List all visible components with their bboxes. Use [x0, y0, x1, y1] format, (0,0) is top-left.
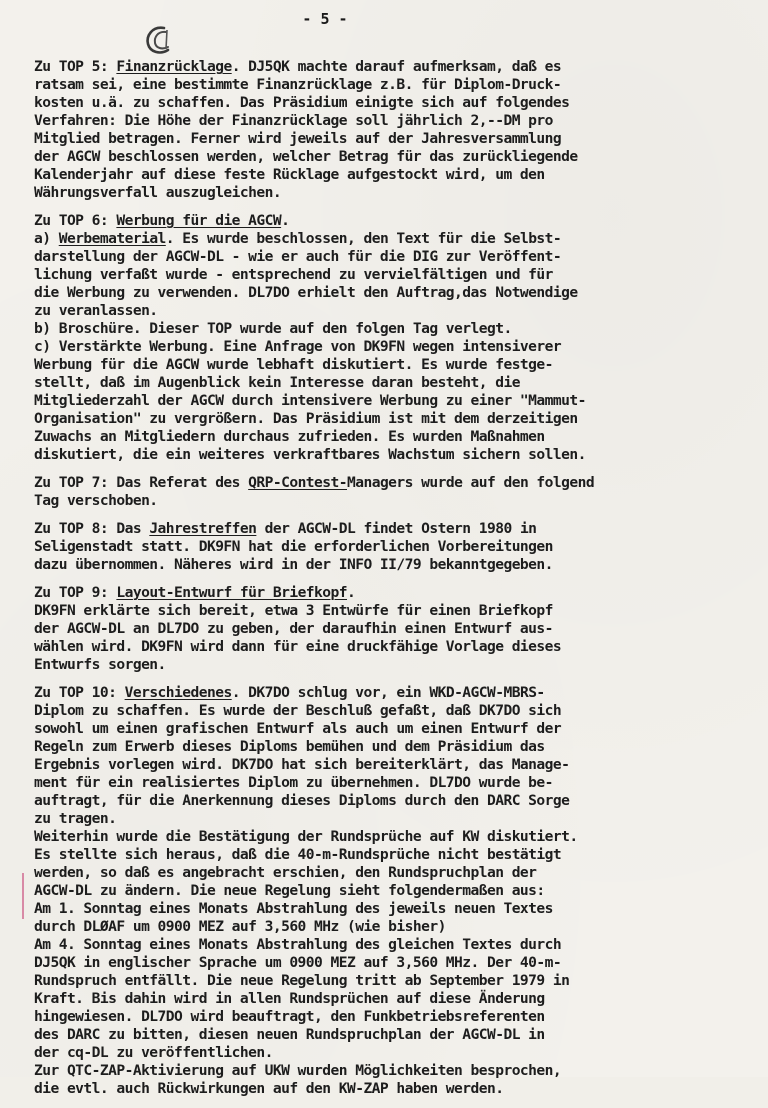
text-line [34, 1080, 754, 1098]
text-segment: Kalenderjahr auf diese feste Rücklage aufgestockt wird, um den [34, 166, 545, 183]
underlined-heading: QRP-Contest- [248, 474, 347, 491]
text-segment: . [347, 584, 356, 601]
text-segment: des DARC zu bitten, diesen neuen Rundspruchplan der AGCW-DL in [34, 1026, 545, 1043]
text-segment: stellt, daß im Augenblick kein Interesse daran besteht, die [34, 374, 520, 391]
text-line [34, 520, 754, 538]
page-number: - 5 - [302, 10, 348, 28]
text-segment: AGCW-DL zu ändern. Die neue Regelung sieht folgendermaßen aus: [34, 882, 545, 899]
text-segment: lichung verfaßt wurde - entsprechend zu vervielfältigen und für [34, 266, 553, 283]
text-segment: DK9FN erklärte sich bereit, etwa 3 Entwürfe für einen Briefkopf [34, 602, 553, 619]
text-line [34, 620, 754, 638]
text-segment: Mitgliederzahl der AGCW durch intensivere Werbung zu einer "Mammut- [34, 392, 586, 409]
text-line [34, 446, 754, 464]
text-line [34, 1008, 754, 1026]
text-line [34, 76, 754, 94]
text-segment: . DK7DO schlug vor, ein WKD-AGCW-MBRS- [231, 684, 545, 701]
text-segment: Diplom zu schaffen. Es wurde der Beschluß gefaßt, daß DK7DO sich [34, 702, 562, 719]
text-segment: Weiterhin wurde die Bestätigung der Rundsprüche auf KW diskutiert. [34, 828, 578, 845]
text-line [34, 792, 754, 810]
text-segment: Am 4. Sonntag eines Monats Abstrahlung des gleichen Textes durch [34, 936, 562, 953]
text-line [34, 602, 754, 620]
text-line [34, 738, 754, 756]
text-segment: Zu TOP 9: [34, 584, 117, 601]
text-segment: b) Broschüre. Dieser TOP wurde auf den folgen Tag verlegt. [34, 320, 512, 337]
text-line [34, 148, 754, 166]
text-line [34, 492, 754, 510]
text-line [34, 392, 754, 410]
text-segment: Managers wurde auf den folgend [347, 474, 595, 491]
text-line [34, 936, 754, 954]
text-line [34, 882, 754, 900]
text-line [34, 900, 754, 918]
text-segment: darstellung der AGCW-DL - wie er auch für die DIG zur Veröffent- [34, 248, 562, 265]
text-segment: Rundspruch entfällt. Die neue Regelung tritt ab September 1979 in [34, 972, 570, 989]
text-line [34, 410, 754, 428]
section-top [34, 520, 754, 574]
text-segment: Entwurfs sorgen. [34, 656, 166, 673]
text-line [34, 864, 754, 882]
text-line [34, 756, 754, 774]
text-segment: . DJ5QK machte darauf aufmerksam, daß es [231, 58, 562, 75]
text-line [34, 130, 754, 148]
margin-mark [22, 873, 24, 919]
text-segment: wählen wird. DK9FN wird dann für eine druckfähige Vorlage dieses [34, 638, 562, 655]
text-segment: werden, so daß es angebracht erschien, den Rundspruchplan der [34, 864, 537, 881]
text-segment: die evtl. auch Rückwirkungen auf den KW-ZAP haben werden. [34, 1080, 504, 1097]
text-segment: Mitglied betragen. Ferner wird jeweils auf der Jahresversammlung [34, 130, 562, 147]
text-segment: Seligenstadt statt. DK9FN hat die erforderlichen Vorbereitungen [34, 538, 553, 555]
text-segment: zu tragen. [34, 810, 117, 827]
text-segment: ment für ein realisiertes Diplom zu übernehmen. DL7DO wurde be- [34, 774, 553, 791]
text-segment: c) Verstärkte Werbung. Eine Anfrage von DK9FN wegen intensiverer [34, 338, 562, 355]
text-segment: der AGCW beschlossen werden, welcher Betrag für das zurückliegende [34, 148, 578, 165]
text-line [34, 338, 754, 356]
text-line [34, 58, 754, 76]
text-segment: DJ5QK in englischer Sprache um 0900 MEZ auf 3,560 MHz. Der 40-m- [34, 954, 562, 971]
text-segment: Es stellte sich heraus, daß die 40-m-Rundsprüche nicht bestätigt [34, 846, 562, 863]
text-line [34, 918, 754, 936]
text-line [34, 248, 754, 266]
text-line [34, 584, 754, 602]
text-line [34, 1062, 754, 1080]
underlined-heading: Finanzrücklage [116, 58, 232, 75]
text-line [34, 1026, 754, 1044]
section-top [34, 212, 754, 464]
text-segment: hingewiesen. DL7DO wird beauftragt, den Funkbetriebsreferenten [34, 1008, 545, 1025]
text-segment: diskutiert, die ein weiteres verkraftbares Wachstum sichern sollen. [34, 446, 586, 463]
text-line [34, 702, 754, 720]
text-line [34, 94, 754, 112]
section-top [34, 584, 754, 674]
text-line [34, 656, 754, 674]
underlined-heading: Layout-Entwurf für Briefkopf [116, 584, 347, 601]
text-segment: Verfahren: Die Höhe der Finanzrücklage soll jährlich 2,--DM pro [34, 112, 553, 129]
section-top [34, 474, 754, 510]
text-segment: kosten u.ä. zu schaffen. Das Präsidium einigte sich auf folgendes [34, 94, 570, 111]
text-line [34, 990, 754, 1008]
text-segment: Zu TOP 10: [34, 684, 125, 701]
text-segment: zu veranlassen. [34, 302, 158, 319]
text-line [34, 112, 754, 130]
text-line [34, 556, 754, 574]
text-segment: Zu TOP 5: [34, 58, 117, 75]
text-line [34, 428, 754, 446]
text-segment: der AGCW-DL an DL7DO zu geben, der daraufhin einen Entwurf aus- [34, 620, 553, 637]
text-line [34, 230, 754, 248]
underlined-heading: Verschiedenes [124, 684, 232, 701]
circular-stamp-icon [142, 22, 178, 58]
text-segment: Zu TOP 8: Das [34, 520, 150, 537]
text-segment: Ergebnis vorlegen wird. DK7DO hat sich bereiterklärt, das Manage- [34, 756, 570, 773]
text-line [34, 538, 754, 556]
text-line [34, 720, 754, 738]
text-segment: Kraft. Bis dahin wird in allen Rundsprüchen auf diese Änderung [34, 990, 545, 1007]
underlined-heading: Jahrestreffen [149, 520, 257, 537]
text-line [34, 356, 754, 374]
text-line [34, 846, 754, 864]
text-segment: sowohl um einen grafischen Entwurf als auch um einen Entwurf der [34, 720, 562, 737]
text-line [34, 320, 754, 338]
text-segment: Zuwachs an Mitgliedern durchaus zufrieden. Es wurden Maßnahmen [34, 428, 545, 445]
text-line [34, 810, 754, 828]
section-top [34, 58, 754, 202]
text-line [34, 284, 754, 302]
text-segment: Zu TOP 7: Das Referat des [34, 474, 249, 491]
text-segment: der cq-DL zu veröffentlichen. [34, 1044, 273, 1061]
text-segment: a) [34, 230, 59, 247]
text-segment: . Es wurde beschlossen, den Text für die Selbst- [165, 230, 562, 247]
text-segment: auftragt, für die Anerkennung dieses Diploms durch den DARC Sorge [34, 792, 570, 809]
text-line [34, 1044, 754, 1062]
text-line [34, 302, 754, 320]
text-segment: der AGCW-DL findet Ostern 1980 in [256, 520, 537, 537]
text-segment: Tag verschoben. [34, 492, 158, 509]
text-segment: Am 1. Sonntag eines Monats Abstrahlung des jeweils neuen Textes [34, 900, 553, 917]
section-top [34, 684, 754, 1098]
text-line [34, 474, 754, 492]
text-line [34, 184, 754, 202]
text-line [34, 266, 754, 284]
text-segment: dazu übernommen. Näheres wird in der INFO II/79 bekanntgegeben. [34, 556, 553, 573]
text-segment: Organisation" zu vergrößern. Das Präsidium ist mit dem derzeitigen [34, 410, 578, 427]
text-segment: Zur QTC-ZAP-Aktivierung auf UKW wurden Möglichkeiten besprochen, [34, 1062, 562, 1079]
text-segment: . [281, 212, 290, 229]
text-line [34, 212, 754, 230]
text-line [34, 374, 754, 392]
text-line [34, 774, 754, 792]
text-line [34, 954, 754, 972]
text-segment: durch DLØAF um 0900 MEZ auf 3,560 MHz (wie bisher) [34, 918, 446, 935]
text-line [34, 166, 754, 184]
text-line [34, 828, 754, 846]
text-segment: Werbung für die AGCW wurde lebhaft diskutiert. Es wurde festge- [34, 356, 553, 373]
text-line [34, 638, 754, 656]
text-segment: Regeln zum Erwerb dieses Diploms bemühen und dem Präsidium das [34, 738, 545, 755]
text-line [34, 972, 754, 990]
document-body [34, 58, 754, 1108]
underlined-heading: Werbematerial [58, 230, 166, 247]
text-line [34, 684, 754, 702]
text-segment: Währungsverfall auszugleichen. [34, 184, 282, 201]
underlined-heading: Werbung für die AGCW [116, 212, 282, 229]
text-segment: ratsam sei, eine bestimmte Finanzrücklage z.B. für Diplom-Druck- [34, 76, 562, 93]
text-segment: die Werbung zu verwenden. DL7DO erhielt den Auftrag,das Notwendige [34, 284, 578, 301]
text-segment: Zu TOP 6: [34, 212, 117, 229]
